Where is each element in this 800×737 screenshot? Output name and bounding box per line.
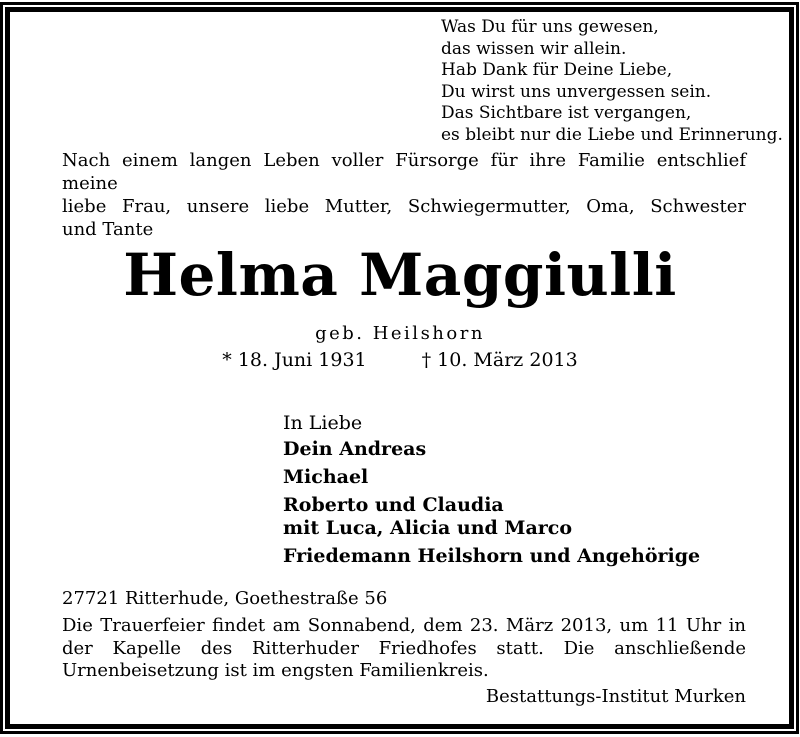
verse-line: es bleibt nur die Liebe und Erinnerung. <box>441 124 783 145</box>
mourner-entry: Dein Andreas <box>283 438 427 460</box>
verse-line: Hab Dank für Deine Liebe, <box>441 60 673 80</box>
funeral-info-line: Die Trauerfeier findet am Sonnabend, dem 23. März 2013, um 11 Uhr in <box>62 615 746 636</box>
mourner-entry: mit Luca, Alicia und Marco <box>283 517 573 539</box>
intro-paragraph <box>62 149 746 241</box>
funeral-info-paragraph <box>62 615 746 683</box>
mourner-entry: Friedemann Heilshorn und Angehörige <box>283 545 701 567</box>
funeral-info-line: Urnenbeisetzung ist im engsten Familienkreis. <box>62 660 489 681</box>
life-dates <box>0 349 800 371</box>
mourner-entry: Roberto und Claudia <box>283 494 504 516</box>
address-line: 27721 Ritterhude, Goethestraße 56 <box>62 588 388 609</box>
mourner-entry: Michael <box>283 466 369 488</box>
intro-line: liebe Frau, unsere liebe Mutter, Schwiegermutter, Oma, Schwester <box>62 196 746 217</box>
verse-line: Du wirst uns unvergessen sein. <box>441 81 712 102</box>
verse-line: Das Sichtbare ist vergangen, <box>441 103 692 123</box>
mourners-list <box>283 413 700 566</box>
verse-line: das wissen wir allein. <box>441 38 627 59</box>
intro-line: Nach einem langen Leben voller Fürsorge für ihre Familie entschlief meine <box>62 150 746 194</box>
birth-date: * 18. Juni 1931 <box>222 349 367 371</box>
epitaph-verse <box>441 17 783 146</box>
mourners-salutation: In Liebe <box>283 412 363 434</box>
undertaker-name: Bestattungs-Institut Murken <box>485 686 746 707</box>
intro-line: und Tante <box>62 219 154 240</box>
maiden-name: geb. Heilshorn <box>315 323 485 344</box>
death-date: † 10. März 2013 <box>421 349 578 371</box>
funeral-info-line: der Kapelle des Ritterhuder Friedhofes statt. Die anschließende <box>62 637 746 659</box>
deceased-name: Helma Maggiulli <box>123 241 677 309</box>
verse-line: Was Du für uns gewesen, <box>441 17 659 37</box>
